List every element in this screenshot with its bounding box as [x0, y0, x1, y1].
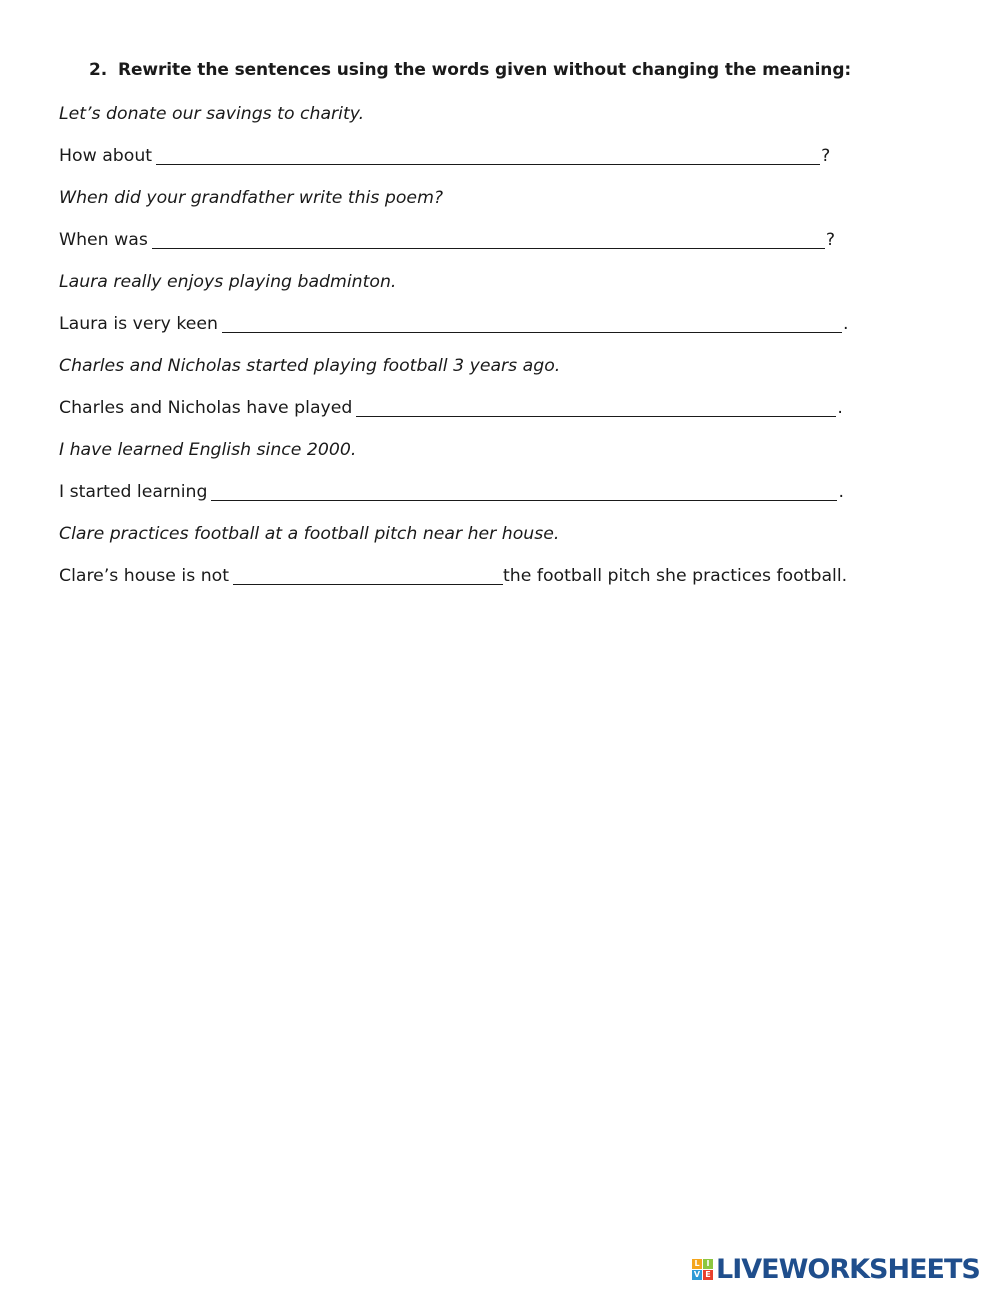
answer-line-3: [59, 312, 848, 336]
prompt-sentence-5: [59, 438, 356, 462]
answer-line-2: [59, 228, 835, 252]
logo-mark-letter: V: [693, 1270, 701, 1279]
prompt-text: Let’s donate our savings to charity.: [59, 104, 365, 124]
prompt-sentence-6: [59, 522, 559, 546]
answer-start-text: Clare’s house is not: [59, 566, 230, 586]
prompt-text: Charles and Nicholas started playing football 3 years ago.: [59, 356, 561, 376]
answer-start-text: Laura is very keen: [59, 314, 218, 334]
answer-end-text: .: [842, 314, 849, 334]
logo-mark-icon: [692, 1259, 713, 1280]
answer-end-text: ?: [825, 230, 836, 250]
prompt-text: When did your grandfather write this poem?: [59, 188, 444, 208]
prompt-sentence-1: [59, 102, 364, 126]
logo-mark-letter: E: [703, 1270, 713, 1280]
answer-start-text: When was: [59, 230, 148, 250]
exercise-instruction: Rewrite the sentences using the words given without changing the meaning:: [118, 60, 852, 80]
answer-line-5: [59, 480, 844, 504]
answer-input-6[interactable]: [233, 570, 503, 585]
logo-text: LIVEWORKSHEETS: [716, 1254, 980, 1285]
answer-input-1[interactable]: [156, 150, 820, 165]
answer-end-text: the football pitch she practices football.: [503, 566, 848, 586]
logo-mark-letter: L: [692, 1259, 702, 1269]
answer-start-text: Charles and Nicholas have played: [59, 398, 353, 418]
answer-input-2[interactable]: [152, 234, 825, 249]
answer-input-5[interactable]: [211, 486, 837, 501]
prompt-sentence-4: [59, 354, 560, 378]
prompt-text: Laura really enjoys playing badminton.: [59, 272, 397, 292]
answer-line-1: [59, 144, 830, 168]
exercise-number: 2.: [89, 60, 108, 80]
answer-start-text: How about: [59, 146, 153, 166]
answer-end-text: ?: [821, 146, 831, 166]
answer-input-3[interactable]: [222, 318, 842, 333]
exercise-heading: [89, 60, 851, 80]
answer-end-text: .: [837, 398, 843, 418]
answer-line-4: [59, 396, 843, 420]
answer-line-6: [59, 564, 847, 588]
logo-mark-letter: I: [703, 1259, 713, 1269]
prompt-sentence-2: [59, 186, 443, 210]
answer-start-text: I started learning: [59, 482, 208, 502]
answer-end-text: .: [838, 482, 844, 502]
prompt-text: Clare practices football at a football pitch near her house.: [59, 524, 560, 544]
prompt-sentence-3: [59, 270, 396, 294]
liveworksheets-logo: [692, 1254, 980, 1285]
answer-input-4[interactable]: [356, 402, 836, 417]
prompt-text: I have learned English since 2000.: [59, 440, 357, 460]
